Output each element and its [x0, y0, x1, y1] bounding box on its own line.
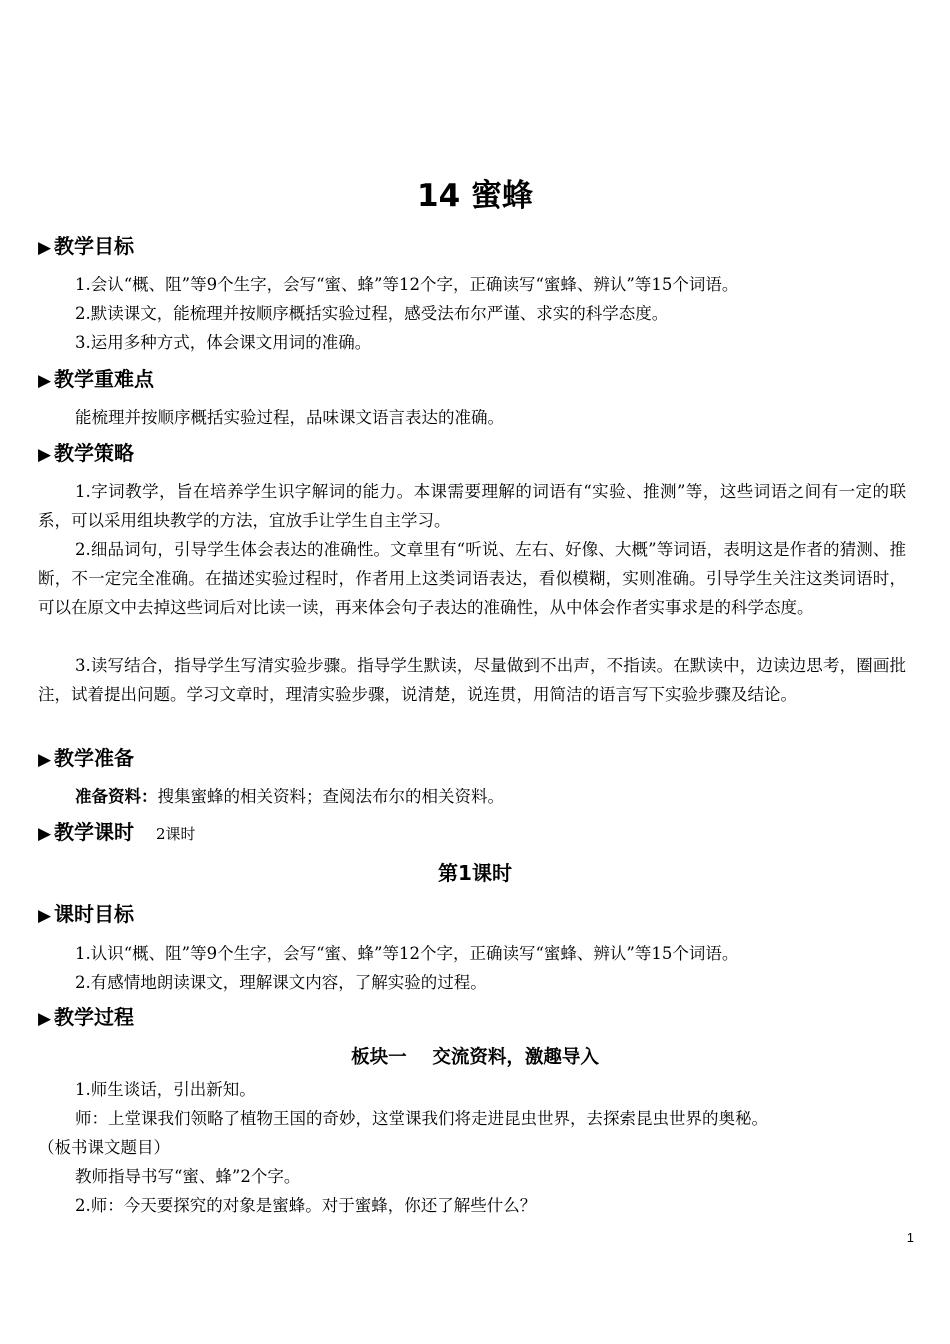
- page-number: 1: [906, 1230, 914, 1245]
- arrow-icon: ▶: [38, 445, 52, 465]
- heading-preparation: [38, 744, 134, 774]
- objective-item-3: 3.运用多种方式，体会课文用词的准确。: [75, 333, 372, 352]
- arrow-icon: ▶: [38, 906, 52, 926]
- heading-process: [38, 1003, 134, 1033]
- heading-preparation-label: 教学准备: [54, 746, 134, 770]
- lesson-goal-1: 1.认识“概、阻”等9个生字，会写“蜜、蜂”等12个字，正确读写“蜜蜂、辨认”等15个词语。: [75, 944, 739, 963]
- arrow-icon: ▶: [38, 371, 52, 391]
- heading-key-points-label: 教学重难点: [54, 367, 154, 391]
- preparation-label: 准备资料：: [75, 787, 158, 806]
- arrow-icon: ▶: [38, 1009, 52, 1029]
- process-step-1: 1.师生谈话，引出新知。: [75, 1080, 256, 1099]
- heading-periods-label: 教学课时: [54, 820, 134, 844]
- lesson-title: 14 蜜蜂: [417, 178, 533, 214]
- process-step-5: 2.师：今天要探究的对象是蜜蜂。对于蜜蜂，你还了解些什么？: [75, 1196, 537, 1215]
- heading-strategy: [38, 439, 134, 469]
- block-one-title: 板块一 交流资料，激趣导入: [351, 1047, 599, 1068]
- arrow-icon: ▶: [38, 824, 52, 844]
- lesson-1-title: 第1课时: [438, 861, 512, 885]
- preparation-text: [38, 782, 906, 811]
- strategy-item-2: 2.细品词句，引导学生体会表达的准确性。文章里有“听说、左右、好像、大概”等词语，表明这是作者的猜测、推断，不一定完全准确。在描述实验过程时，作者用上这类词语表达，看似模糊，实则准确。引导学生关注这类词语时，可以在原文中去掉这些词后对比读一读，再来体会句子表达的准确性，从中体会作者实事求是的科学态度。: [38, 540, 906, 617]
- heading-lesson-goals: [38, 900, 134, 930]
- heading-objectives-label: 教学目标: [54, 234, 134, 258]
- arrow-icon: ▶: [38, 238, 52, 258]
- process-step-3: （板书课文题目）: [38, 1138, 170, 1157]
- strategy-item-3: 3.读写结合，指导学生写清实验步骤。指导学生默读，尽量做到不出声，不指读。在默读中，边读边思考，圈画批注，试着提出问题。学习文章时，理清实验步骤，说清楚，说连贯，用简洁的语言写下实验步骤及结论。: [38, 656, 906, 704]
- heading-periods: [38, 818, 196, 848]
- heading-strategy-label: 教学策略: [54, 441, 134, 465]
- heading-objectives: [38, 232, 134, 262]
- heading-key-points: [38, 365, 154, 395]
- key-points-text: 能梳理并按顺序概括实验过程，品味课文语言表达的准确。: [75, 408, 504, 427]
- lesson-goal-2: 2.有感情地朗读课文，理解课文内容，了解实验的过程。: [75, 973, 487, 992]
- process-step-2: 师：上堂课我们领略了植物王国的奇妙，这堂课我们将走进昆虫世界，去探索昆虫世界的奥秘。: [75, 1109, 768, 1128]
- periods-value: 2课时: [156, 825, 196, 843]
- preparation-content: 搜集蜜蜂的相关资料；查阅法布尔的相关资料。: [157, 787, 504, 806]
- objective-item-1: 1.会认“概、阻”等9个生字，会写“蜜、蜂”等12个字，正确读写“蜜蜂、辨认”等15个词语。: [75, 275, 739, 294]
- objective-item-2: 2.默读课文，能梳理并按顺序概括实验过程，感受法布尔严谨、求实的科学态度。: [75, 304, 669, 323]
- strategy-item-1: 1.字词教学，旨在培养学生识字解词的能力。本课需要理解的词语有“实验、推测”等，这些词语之间有一定的联系，可以采用组块教学的方法，宜放手让学生自主学习。: [38, 482, 906, 530]
- process-step-4: 教师指导书写“蜜、蜂”2个字。: [75, 1167, 301, 1186]
- arrow-icon: ▶: [38, 750, 52, 770]
- heading-process-label: 教学过程: [54, 1005, 134, 1029]
- heading-lesson-goals-label: 课时目标: [54, 902, 134, 926]
